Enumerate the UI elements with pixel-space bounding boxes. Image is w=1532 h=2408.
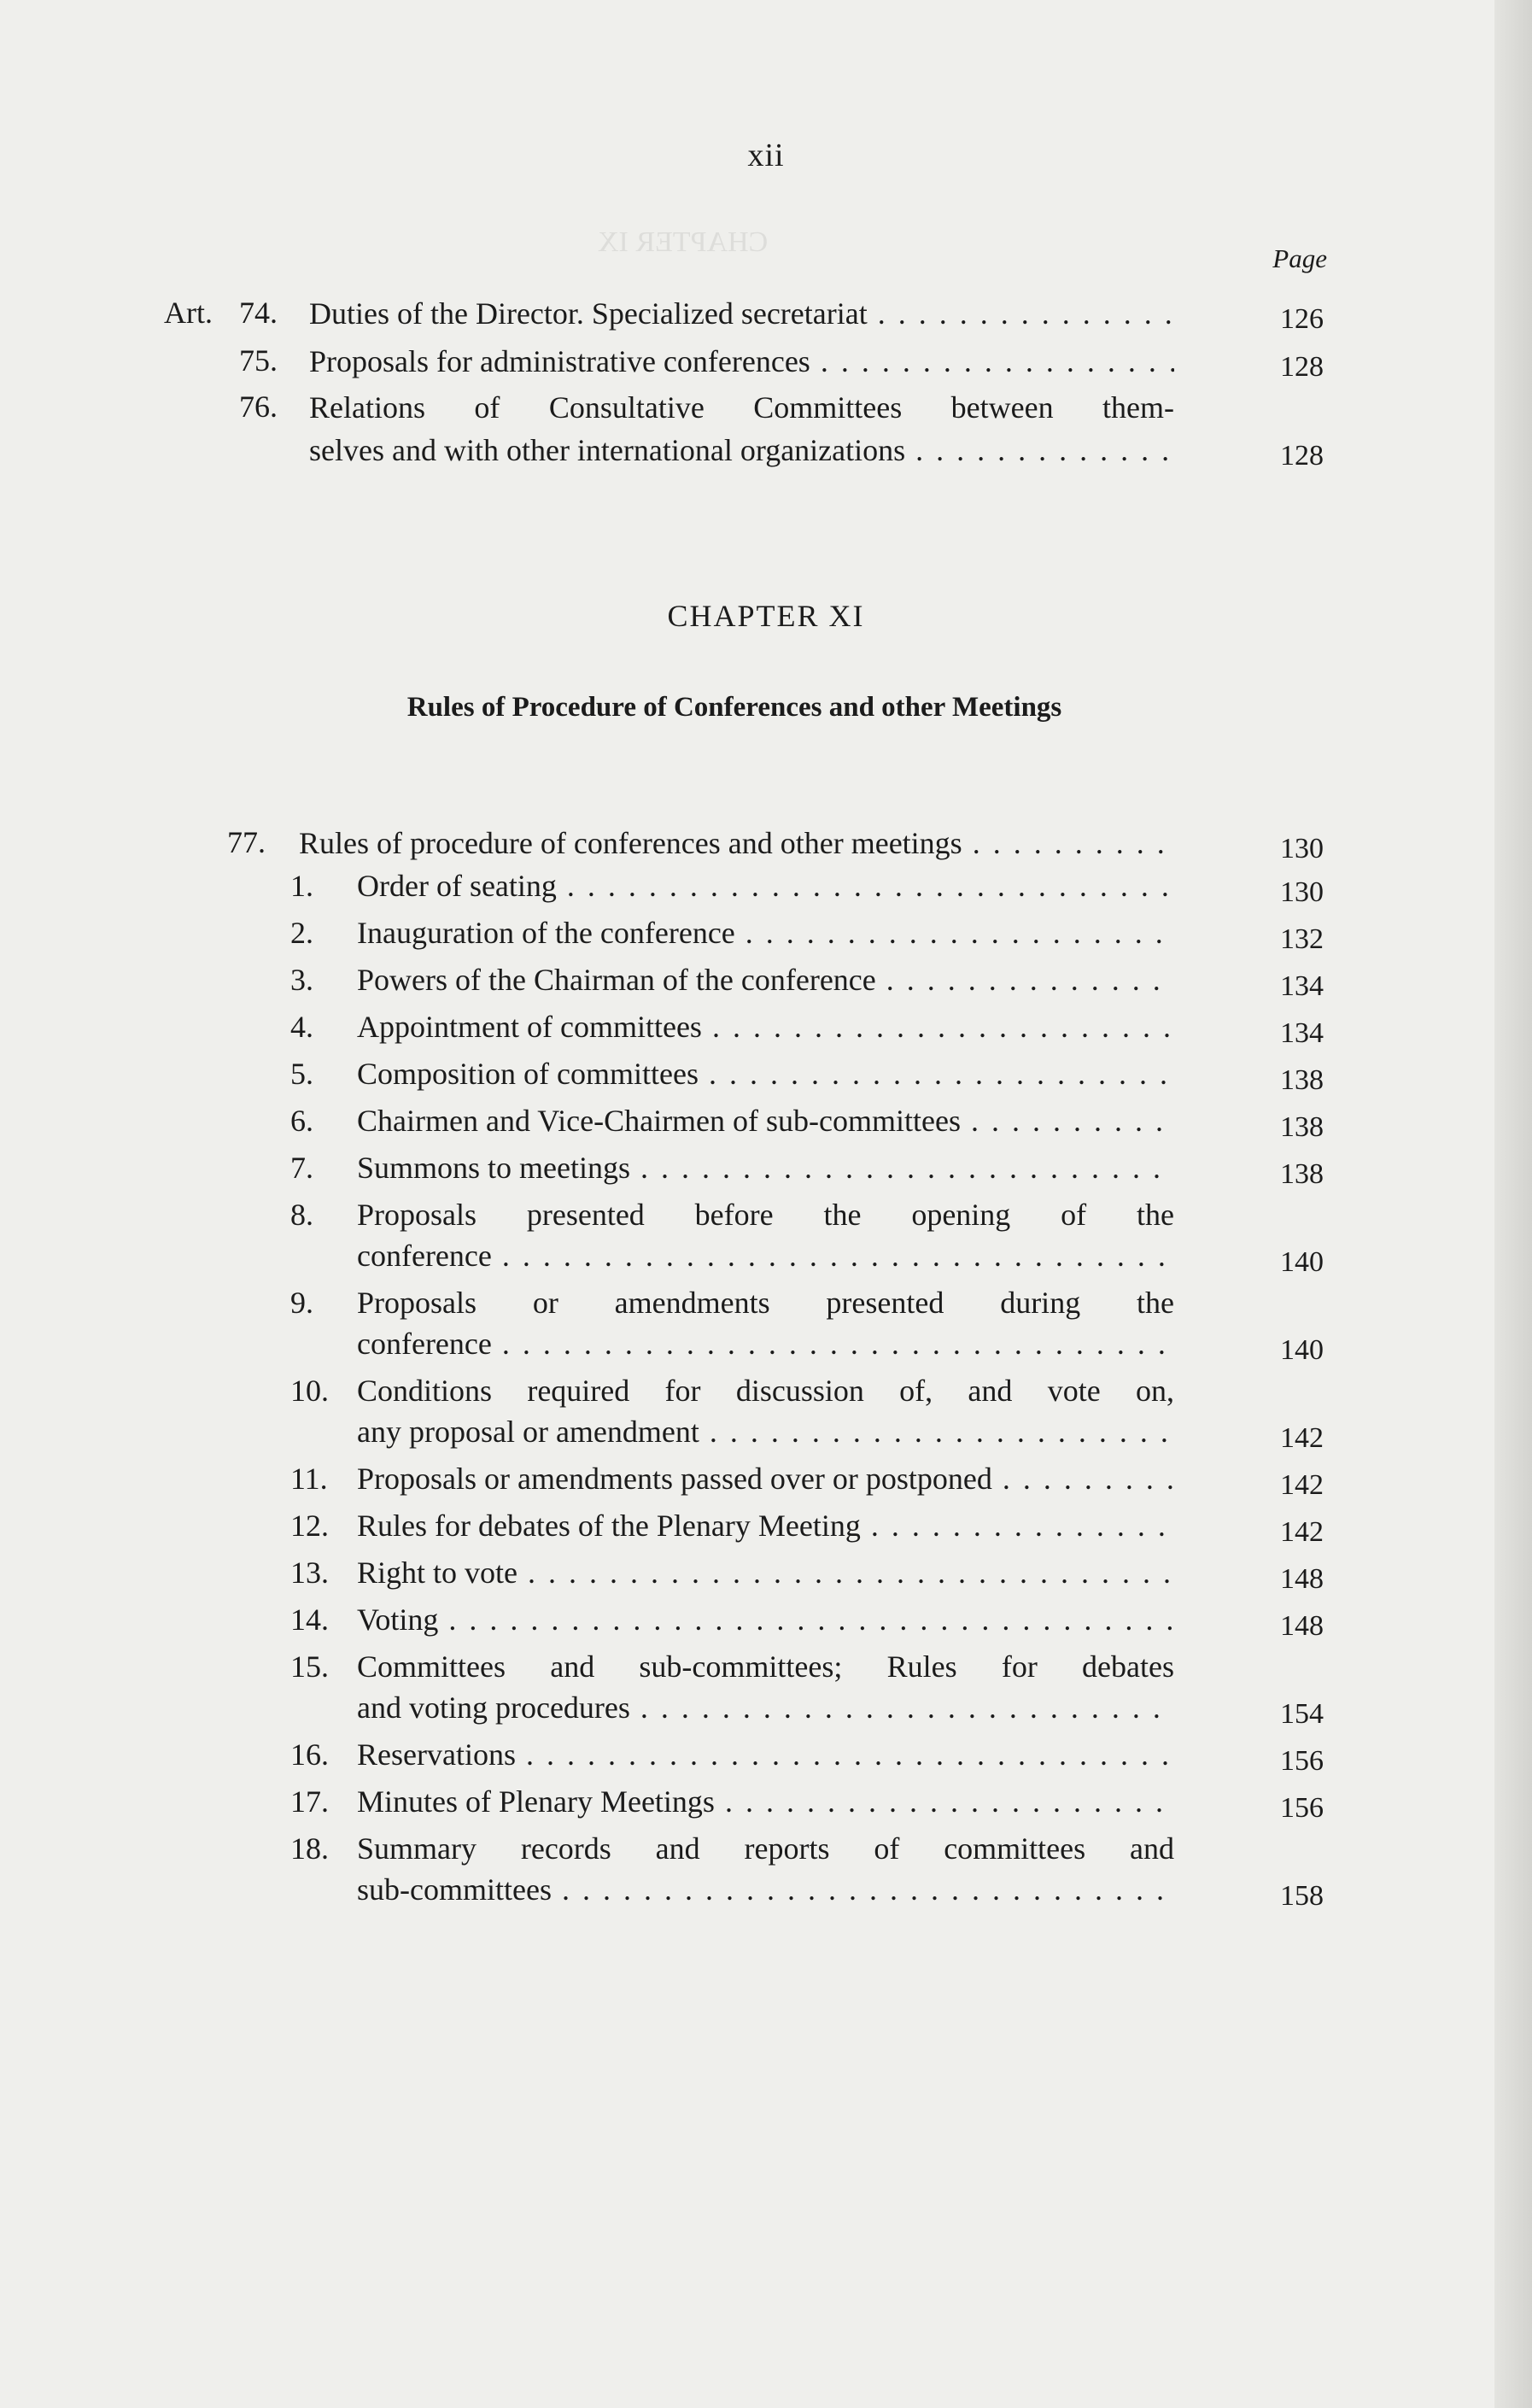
entry-title-line: Proposals or amendments presented during the — [357, 1286, 1174, 1320]
entry-number: 76. — [239, 390, 278, 424]
toc-subentry — [0, 912, 1324, 953]
entry-number: 11. — [290, 1462, 328, 1496]
entry-page-number: 156 — [1280, 1792, 1324, 1824]
entry-title-line: Proposals or amendments passed over or postponed . . . — [357, 1458, 1174, 1499]
entry-title-line: Inauguration of the conference . . . — [357, 912, 1174, 953]
entry-page-number: 126 — [1280, 303, 1324, 335]
entry-title-line: Order of seating . . . — [357, 865, 1174, 906]
entry-title-line: Summons to meetings . . . — [357, 1147, 1174, 1188]
entry-title-line: Reservations . . . — [357, 1734, 1174, 1775]
page-edge-shadow — [1494, 0, 1532, 2408]
toc-subentry — [0, 1828, 1324, 1910]
entry-title-line: Right to vote . . . — [357, 1552, 1174, 1593]
entry-title — [309, 340, 1174, 383]
entry-number: 16. — [290, 1737, 329, 1772]
toc-entry — [0, 386, 1324, 472]
toc-subentry — [0, 1370, 1324, 1452]
entry-title-line: Proposals presented before the opening of the — [357, 1198, 1174, 1232]
entry-page-number: 142 — [1280, 1469, 1324, 1501]
entry-page-number: 128 — [1280, 351, 1324, 383]
entry-title — [357, 959, 1174, 1000]
show-through-text: CHAPTER IX — [598, 226, 769, 258]
entry-title — [357, 1734, 1174, 1775]
toc-subentry — [0, 1599, 1324, 1640]
entry-page-number: 134 — [1280, 1017, 1324, 1049]
entry-title-line: and voting procedures . . . — [357, 1687, 1174, 1728]
entry-page-number: 140 — [1280, 1334, 1324, 1366]
entry-page-number: 132 — [1280, 923, 1324, 955]
chapter-heading: CHAPTER XI — [667, 599, 865, 633]
entry-title — [357, 1147, 1174, 1188]
entry-title-line: conference . . . — [357, 1323, 1174, 1364]
entry-title — [357, 1599, 1174, 1640]
entry-title-line: Powers of the Chairman of the conference . . . — [357, 959, 1174, 1000]
entry-number: 1. — [290, 869, 313, 903]
toc-subentry — [0, 1781, 1324, 1822]
entry-title-line: Voting . . . — [357, 1599, 1174, 1640]
entry-page-number: 158 — [1280, 1880, 1324, 1912]
entry-title-line: Conditions required for discussion of, and vote on, — [357, 1374, 1174, 1408]
entry-title — [299, 822, 1174, 864]
entry-number: 18. — [290, 1831, 329, 1866]
entry-number: 15. — [290, 1649, 329, 1684]
entry-title-line: Appointment of committees . . . — [357, 1006, 1174, 1047]
toc-subentry — [0, 1100, 1324, 1141]
entry-title-line: Duties of the Director. Specialized secretariat . . . — [309, 292, 1174, 335]
toc-subentry — [0, 1552, 1324, 1593]
toc-subentry — [0, 1734, 1324, 1775]
entry-title-line: any proposal or amendment . . . — [357, 1411, 1174, 1452]
entry-page-number: 128 — [1280, 440, 1324, 472]
toc-entry — [0, 340, 1324, 383]
entry-number: 7. — [290, 1151, 313, 1185]
entry-title — [309, 386, 1174, 472]
entry-page-number: 138 — [1280, 1158, 1324, 1190]
toc-subentry — [0, 1646, 1324, 1728]
toc-entry — [0, 822, 1324, 864]
entry-title — [357, 1828, 1174, 1910]
entry-title — [357, 1552, 1174, 1593]
entry-number: 8. — [290, 1198, 313, 1232]
entry-number: 10. — [290, 1374, 329, 1408]
entry-number: 6. — [290, 1104, 313, 1138]
toc-subentry — [0, 959, 1324, 1000]
article-prefix: Art. — [164, 296, 213, 330]
entry-title — [357, 1646, 1174, 1728]
toc-subentry — [0, 1505, 1324, 1546]
entry-page-number: 130 — [1280, 833, 1324, 864]
entry-number: 14. — [290, 1602, 329, 1637]
entry-number: 3. — [290, 963, 313, 997]
entry-title-line: Relations of Consultative Committees between them- — [309, 390, 1174, 425]
toc-subentry — [0, 1053, 1324, 1094]
entry-title — [357, 1282, 1174, 1364]
entry-title — [357, 912, 1174, 953]
entry-title — [357, 1006, 1174, 1047]
chapter-title: Rules of Procedure of Conferences and other Meetings — [406, 692, 1062, 723]
entry-title — [357, 1194, 1174, 1276]
entry-page-number: 142 — [1280, 1516, 1324, 1548]
entry-title-line: Rules for debates of the Plenary Meeting . . . — [357, 1505, 1174, 1546]
toc-subentry — [0, 1458, 1324, 1499]
entry-title — [309, 292, 1174, 335]
entry-title — [357, 1781, 1174, 1822]
entry-number: 4. — [290, 1010, 313, 1044]
entry-page-number: 138 — [1280, 1111, 1324, 1143]
entry-title — [357, 1100, 1174, 1141]
entry-title-line: Chairmen and Vice-Chairmen of sub-committees . . . — [357, 1100, 1174, 1141]
entry-title — [357, 1370, 1174, 1452]
toc-entry — [0, 292, 1324, 335]
entry-number: 2. — [290, 916, 313, 950]
page-column-label: Page — [1272, 243, 1327, 273]
entry-title-line: Rules of procedure of conferences and other meetings . . . — [299, 822, 1174, 864]
entry-number: 74. — [239, 296, 278, 330]
entry-title-line: Committees and sub-committees; Rules for debates — [357, 1649, 1174, 1684]
entry-page-number: 148 — [1280, 1563, 1324, 1595]
entry-number: 77. — [227, 825, 266, 859]
entry-title-line: Proposals for administrative conferences . . . — [309, 340, 1174, 383]
entry-title-line: selves and with other international organizations . . . — [309, 429, 1174, 472]
entry-page-number: 154 — [1280, 1698, 1324, 1730]
entry-title-line: Minutes of Plenary Meetings . . . — [357, 1781, 1174, 1822]
toc-subentry — [0, 1147, 1324, 1188]
entry-title — [357, 1053, 1174, 1094]
toc-subentry — [0, 865, 1324, 906]
entry-page-number: 130 — [1280, 876, 1324, 908]
entry-page-number: 148 — [1280, 1610, 1324, 1642]
entry-title-line: sub-committees . . . — [357, 1869, 1174, 1910]
entry-number: 12. — [290, 1509, 329, 1543]
page-number: xii — [747, 138, 785, 173]
toc-subentry — [0, 1006, 1324, 1047]
entry-title-line: Summary records and reports of committees and — [357, 1831, 1174, 1866]
entry-number: 75. — [239, 343, 278, 378]
entry-page-number: 134 — [1280, 970, 1324, 1002]
entry-number: 17. — [290, 1784, 329, 1819]
entry-page-number: 140 — [1280, 1246, 1324, 1278]
entry-page-number: 138 — [1280, 1064, 1324, 1096]
entry-title-line: conference . . . — [357, 1235, 1174, 1276]
entry-title-line: Composition of committees . . . — [357, 1053, 1174, 1094]
entry-page-number: 156 — [1280, 1745, 1324, 1777]
entry-number: 9. — [290, 1286, 313, 1320]
entry-title — [357, 865, 1174, 906]
entry-number: 5. — [290, 1057, 313, 1091]
toc-subentry — [0, 1194, 1324, 1276]
toc-subentry — [0, 1282, 1324, 1364]
entry-title — [357, 1458, 1174, 1499]
entry-number: 13. — [290, 1556, 329, 1590]
entry-page-number: 142 — [1280, 1422, 1324, 1454]
entry-title — [357, 1505, 1174, 1546]
